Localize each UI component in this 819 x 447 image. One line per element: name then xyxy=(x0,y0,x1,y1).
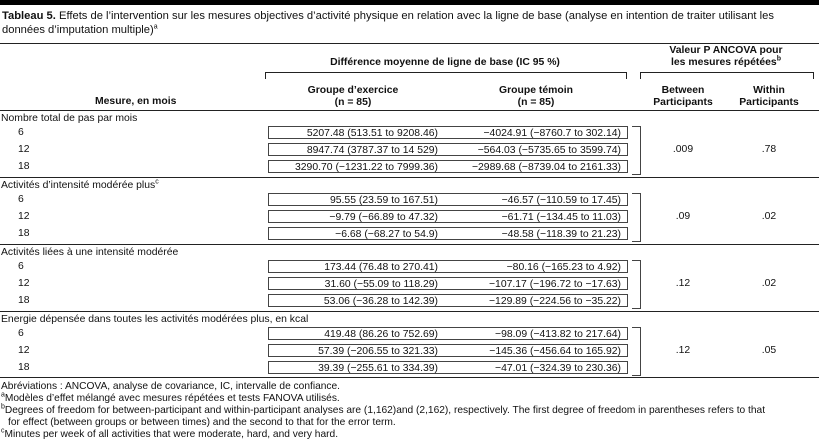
p-group-bracket xyxy=(640,72,814,79)
row-month: 18 xyxy=(18,161,30,172)
cell-control: −48.58 (−118.39 to 21.23) xyxy=(442,227,628,240)
cell-control: −61.71 (−134.45 to 11.03) xyxy=(442,210,628,223)
p-group-header-line1: Valeur P ANCOVA pour xyxy=(669,45,783,56)
p-between: .09 xyxy=(675,211,691,222)
cell-control: −145.36 (−456.64 to 165.92) xyxy=(442,344,628,357)
diff-group-header: Différence moyenne de ligne de base (IC 95 %) xyxy=(330,57,560,68)
p-between: .12 xyxy=(675,278,691,289)
between-header-line2: Participants xyxy=(653,97,713,108)
p-between: .12 xyxy=(675,345,691,356)
table-caption xyxy=(2,9,814,37)
cell-exercise: 95.55 (23.59 to 167.51) xyxy=(268,193,442,206)
control-header-line2: (n = 85) xyxy=(517,97,555,108)
cell-exercise: 31.60 (−55.09 to 118.29) xyxy=(268,277,442,290)
section-rule xyxy=(0,177,819,178)
cell-exercise: 8947.74 (3787.37 to 14 529) xyxy=(268,143,442,156)
cell-control: −98.09 (−413.82 to 217.64) xyxy=(442,327,628,340)
section-title-energy: Energie dépensée dans toutes les activités modérées plus, en kcal xyxy=(1,314,309,325)
row-month: 18 xyxy=(18,362,30,373)
cell-exercise: 57.39 (−206.55 to 321.33) xyxy=(268,344,442,357)
control-header-line1: Groupe témoin xyxy=(499,85,573,96)
cell-control: −129.89 (−224.56 to −35.22) xyxy=(442,294,628,307)
p-within: .02 xyxy=(761,211,777,222)
table-title: Effets de l’intervention sur les mesures objectives d’activité physique en relation avec la ligne de base (analyse en intention de traiter utilisant les données d’imputation multiple) xyxy=(2,10,774,36)
cell-control: −47.01 (−324.39 to 230.36) xyxy=(442,361,628,374)
footnote-b: $^b$Degrees of freedom for between-participant and within-participant analyses are (1,162)and (2,162), respectively. The first degree of freedom in parentheses refers to that xyxy=(1,403,766,416)
footnote-c: $^c$Minutes per week of all activities that were moderate, hard, and very hard. xyxy=(1,427,339,440)
cell-exercise: 5207.48 (513.51 to 9208.46) xyxy=(268,126,442,139)
between-header-line1: Between xyxy=(661,85,705,96)
section-title-moderate-plus: Activités d’intensité modérée plus$^c$ xyxy=(1,178,159,191)
p-between: .009 xyxy=(672,144,694,155)
footnote-abbreviations: Abréviations : ANCOVA, analyse de covariance, IC, intervalle de confiance. xyxy=(1,381,341,392)
header-top-rule xyxy=(0,43,819,44)
cell-exercise: −9.79 (−66.89 to 47.32) xyxy=(268,210,442,223)
top-rule xyxy=(0,0,819,5)
row-month: 12 xyxy=(18,144,30,155)
cell-exercise: 173.44 (76.48 to 270.41) xyxy=(268,260,442,273)
row-month: 6 xyxy=(18,261,24,272)
row-month: 18 xyxy=(18,228,30,239)
footnote-b-continued: for effect (between groups or between times) and the second to that for the error term. xyxy=(8,417,396,428)
cell-control: −4024.91 (−8760.7 to 302.14) xyxy=(442,126,628,139)
p-within: .02 xyxy=(761,278,777,289)
cell-exercise: 39.39 (−255.61 to 334.39) xyxy=(268,361,442,374)
row-month: 6 xyxy=(18,328,24,339)
cell-exercise: 53.06 (−36.28 to 142.39) xyxy=(268,294,442,307)
section-rule xyxy=(0,311,819,312)
row-month: 18 xyxy=(18,295,30,306)
table-number: Tableau 5. xyxy=(2,10,56,22)
row-month: 12 xyxy=(18,211,30,222)
header-bottom-rule xyxy=(0,110,819,111)
cell-control: −564.03 (−5735.65 to 3599.74) xyxy=(442,143,628,156)
section-title-steps: Nombre total de pas par mois xyxy=(1,113,138,124)
p-group-header-line2: les mesures répétées$^b$ xyxy=(671,55,781,68)
row-month: 12 xyxy=(18,345,30,356)
section-rule xyxy=(0,244,819,245)
p-within: .05 xyxy=(761,345,777,356)
cell-exercise: −6.68 (−68.27 to 54.9) xyxy=(268,227,442,240)
diff-group-bracket xyxy=(265,72,627,79)
exercise-header-line2: (n = 85) xyxy=(334,97,372,108)
footnote-a: $^a$Modèles d’effet mélangé avec mesures répétées et tests FANOVA utilisés. xyxy=(1,391,340,404)
row-month: 12 xyxy=(18,278,30,289)
measure-header: Mesure, en mois xyxy=(95,96,177,107)
within-header-line2: Participants xyxy=(739,97,799,108)
row-month: 6 xyxy=(18,194,24,205)
within-header-line1: Within xyxy=(753,85,785,96)
row-month: 6 xyxy=(18,127,24,138)
section-title-moderate: Activités liées à une intensité modérée xyxy=(1,247,179,258)
p-within: .78 xyxy=(761,144,777,155)
cell-exercise: 419.48 (86.26 to 752.69) xyxy=(268,327,442,340)
title-footnote-mark: a xyxy=(153,23,158,31)
cell-control: −107.17 (−196.72 to −17.63) xyxy=(442,277,628,290)
exercise-header-line1: Groupe d’exercice xyxy=(307,85,399,96)
cell-control: −2989.68 (−8739.04 to 2161.33) xyxy=(442,160,628,173)
cell-exercise: 3290.70 (−1231.22 to 7999.36) xyxy=(268,160,442,173)
cell-control: −80.16 (−165.23 to 4.92) xyxy=(442,260,628,273)
table-bottom-rule xyxy=(0,377,819,378)
cell-control: −46.57 (−110.59 to 17.45) xyxy=(442,193,628,206)
